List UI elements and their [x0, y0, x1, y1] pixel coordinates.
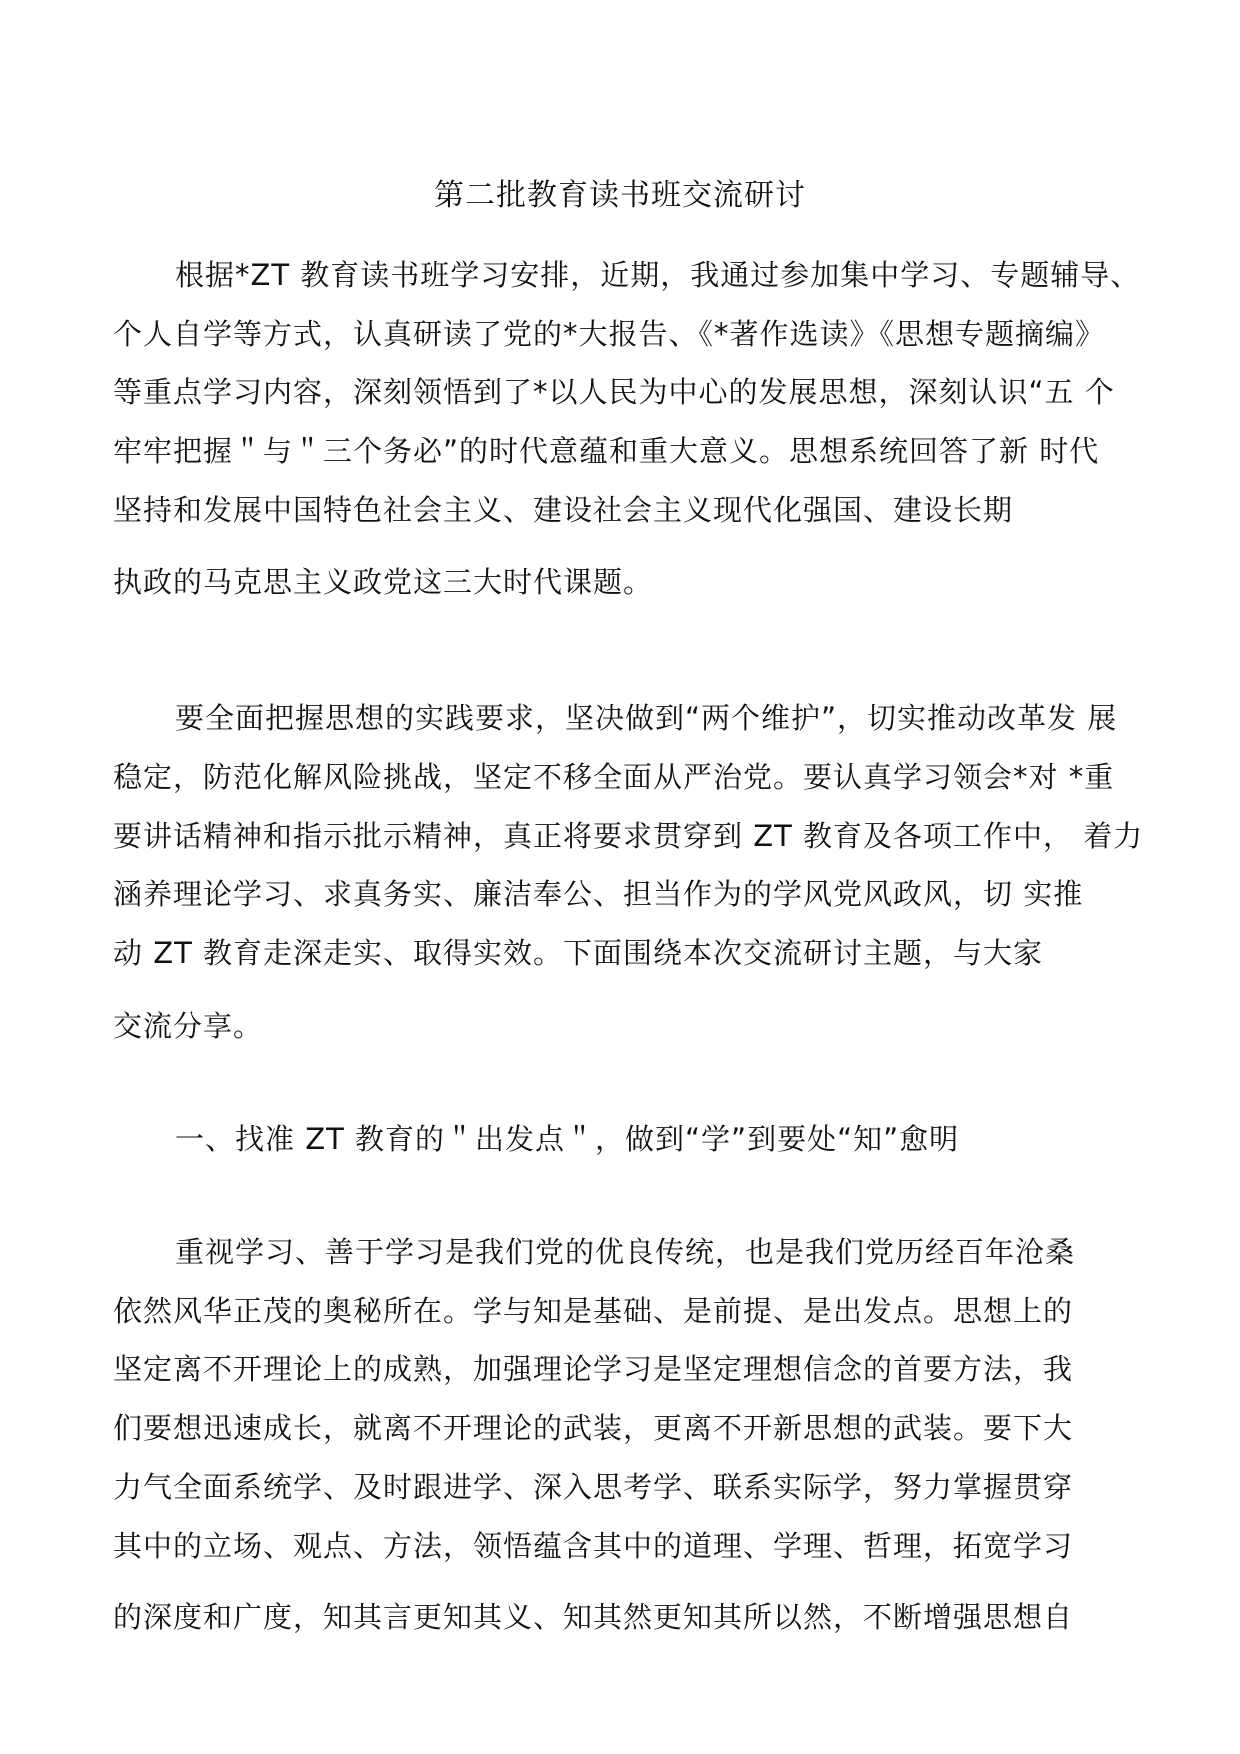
paragraph-1-line-1: 根据*ZT 教育读书班学习安排，近期，我通过参加集中学习、专题辅导、 — [175, 258, 1141, 292]
paragraph-3-line-7: 的深度和广度，知其言更知其义、知其然更知其所以然，不断增强思想自 — [113, 1600, 1074, 1634]
paragraph-1-line-6: 执政的马克思主义政党这三大时代课题。 — [113, 565, 654, 599]
paragraph-3-line-4: 们要想迅速成长，就离不开理论的武装，更离不开新思想的武装。要下大 — [113, 1411, 1074, 1445]
section-heading-1: 一、找准 ZT 教育的＂出发点＂，做到“学”到要处“知”愈明 — [175, 1122, 960, 1156]
paragraph-3-line-1: 重视学习、善于学习是我们党的优良传统，也是我们党历经百年沧桑 — [175, 1235, 1076, 1269]
paragraph-2-line-6: 交流分享。 — [113, 1009, 264, 1043]
paragraph-2-line-5: 动 ZT 教育走深走实、取得实效。下面围绕本次交流研讨主题，与大家 — [113, 936, 1044, 970]
paragraph-3-line-6: 其中的立场、观点、方法，领悟蕴含其中的道理、学理、哲理，拓宽学习 — [113, 1529, 1074, 1563]
paragraph-1-line-2: 个人自学等方式，认真研读了党的*大报告、《*著作选读》《思想专题摘编》 — [113, 317, 1106, 351]
paragraph-3-line-3: 坚定离不开理论上的成熟，加强理论学习是坚定理想信念的首要方法，我 — [113, 1352, 1074, 1386]
paragraph-3-line-5: 力气全面系统学、及时跟进学、深入思考学、联系实际学，努力掌握贯穿 — [113, 1470, 1074, 1504]
paragraph-1-line-3: 等重点学习内容，深刻领悟到了*以人民为中心的发展思想，深刻认识“五 个 — [113, 375, 1115, 409]
paragraph-2-line-3: 要讲话精神和指示批示精神，真正将要求贯穿到 ZT 教育及各项工作中， 着力 — [113, 819, 1144, 853]
paragraph-2-line-2: 稳定，防范化解风险挑战，坚定不移全面从严治党。要认真学习领会*对 *重 — [113, 760, 1115, 794]
paragraph-3-line-2: 依然风华正茂的奥秘所在。学与知是基础、是前提、是出发点。思想上的 — [113, 1294, 1074, 1328]
paragraph-2-line-1: 要全面把握思想的实践要求，坚决做到“两个维护”，切实推动改革发 展 — [175, 701, 1118, 735]
paragraph-1-line-5: 坚持和发展中国特色社会主义、建设社会主义现代化强国、建设长期 — [113, 493, 1014, 527]
document-title: 第二批教育读书班交流研讨 — [434, 178, 806, 213]
paragraph-1-line-4: 牢牢把握＂与＂三个务必”的时代意蕴和重大意义。思想系统回答了新 时代 — [113, 434, 1100, 468]
paragraph-2-line-4: 涵养理论学习、求真务实、廉洁奉公、担当作为的学风党风政风，切 实推 — [113, 877, 1084, 911]
